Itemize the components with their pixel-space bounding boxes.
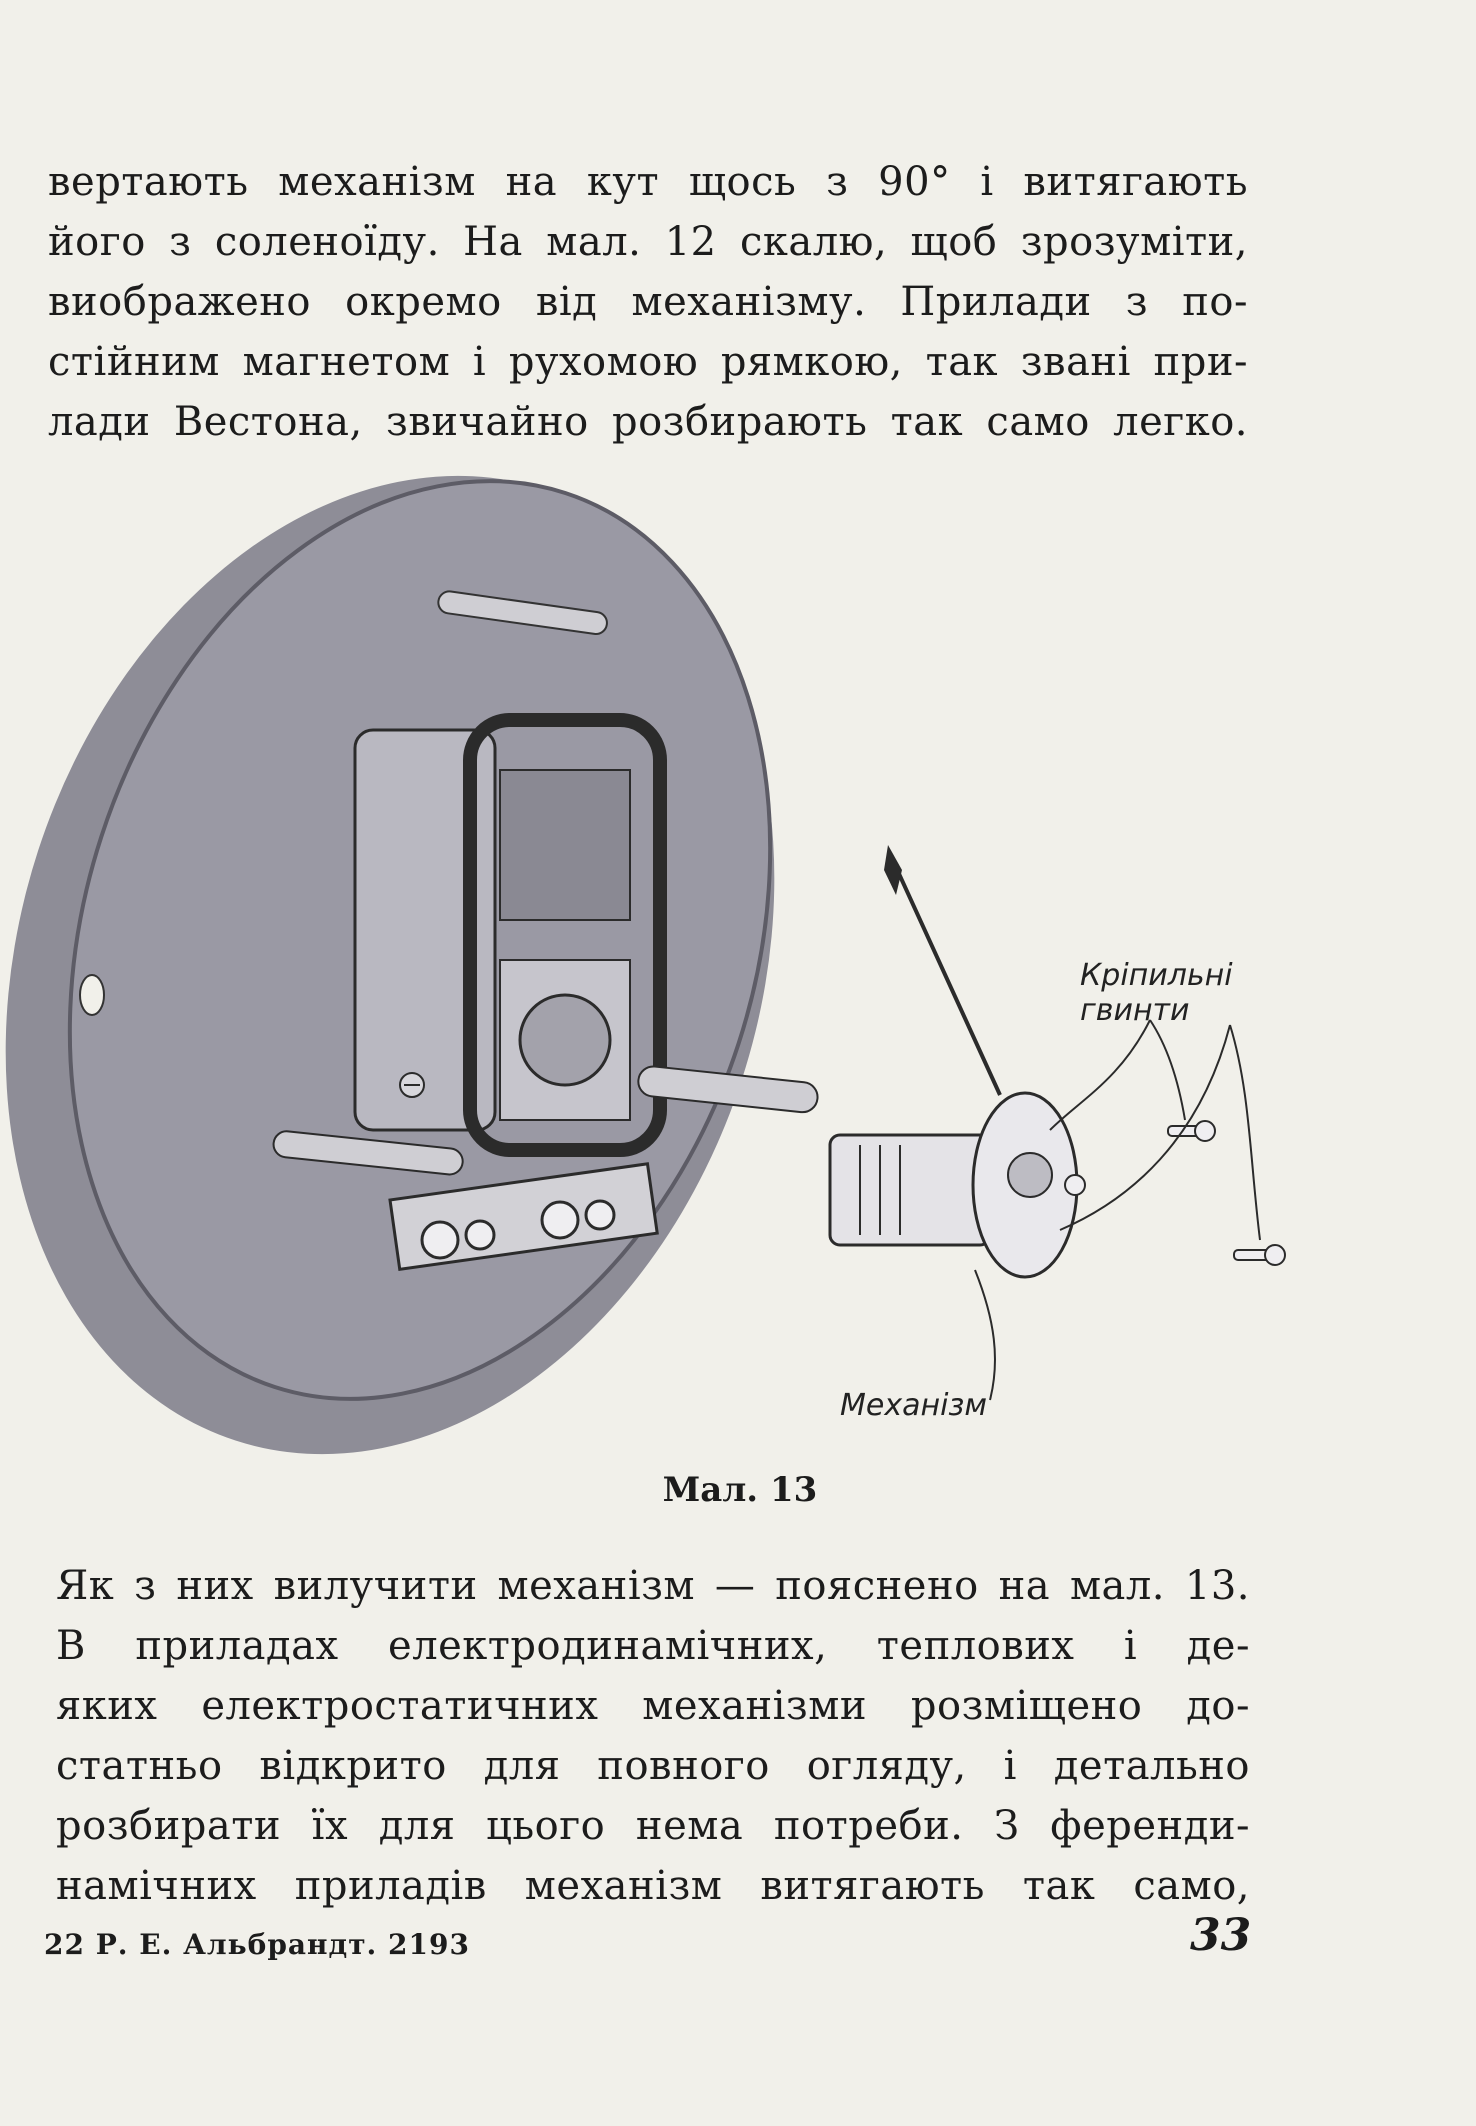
text-line: виображено окремо від механізму. Прилади з по- bbox=[48, 279, 1248, 325]
page-number: 33 bbox=[1190, 1910, 1252, 1961]
instrument-housing-drawing bbox=[0, 440, 896, 1460]
mechanism-drawing bbox=[830, 845, 1085, 1277]
text-line: статньо відкрито для повного огляду, і детально bbox=[56, 1743, 1250, 1789]
text-line: його з соленоїду. На мал. 12 скалю, щоб зрозуміти, bbox=[48, 219, 1248, 265]
paragraph-top bbox=[48, 152, 1248, 452]
text-line: вертають механізм на кут щось з 90° і витягають bbox=[48, 159, 1248, 205]
paragraph-bottom bbox=[56, 1556, 1250, 1916]
label-screws-line2: гвинти bbox=[1080, 993, 1190, 1028]
text-line: намічних приладів механізм витягають так само, bbox=[56, 1863, 1250, 1909]
text-line: Як з них вилучити механізм — пояснено на мал. 13. bbox=[56, 1563, 1250, 1609]
figure-illustration bbox=[0, 440, 1320, 1460]
text-line: В приладах електродинамічних, теплових і де- bbox=[56, 1623, 1250, 1669]
label-screws-line1: Кріпильні bbox=[1080, 958, 1233, 993]
label-mechanism: Механізм bbox=[840, 1388, 988, 1423]
screws-drawing bbox=[1168, 1121, 1285, 1265]
text-line: розбирати їх для цього нема потреби. З ференди- bbox=[56, 1803, 1250, 1849]
text-line: стійним магнетом і рухомою рямкою, так звані при- bbox=[48, 339, 1248, 385]
text-line: яких електростатичних механізми розміщено до- bbox=[56, 1683, 1250, 1729]
footer-signature: 22 Р. Е. Альбрандт. 2193 bbox=[44, 1928, 470, 1961]
figure-caption: Мал. 13 bbox=[662, 1470, 818, 1510]
text-line: лади Вестона, звичайно розбирають так само легко. bbox=[48, 399, 1248, 445]
